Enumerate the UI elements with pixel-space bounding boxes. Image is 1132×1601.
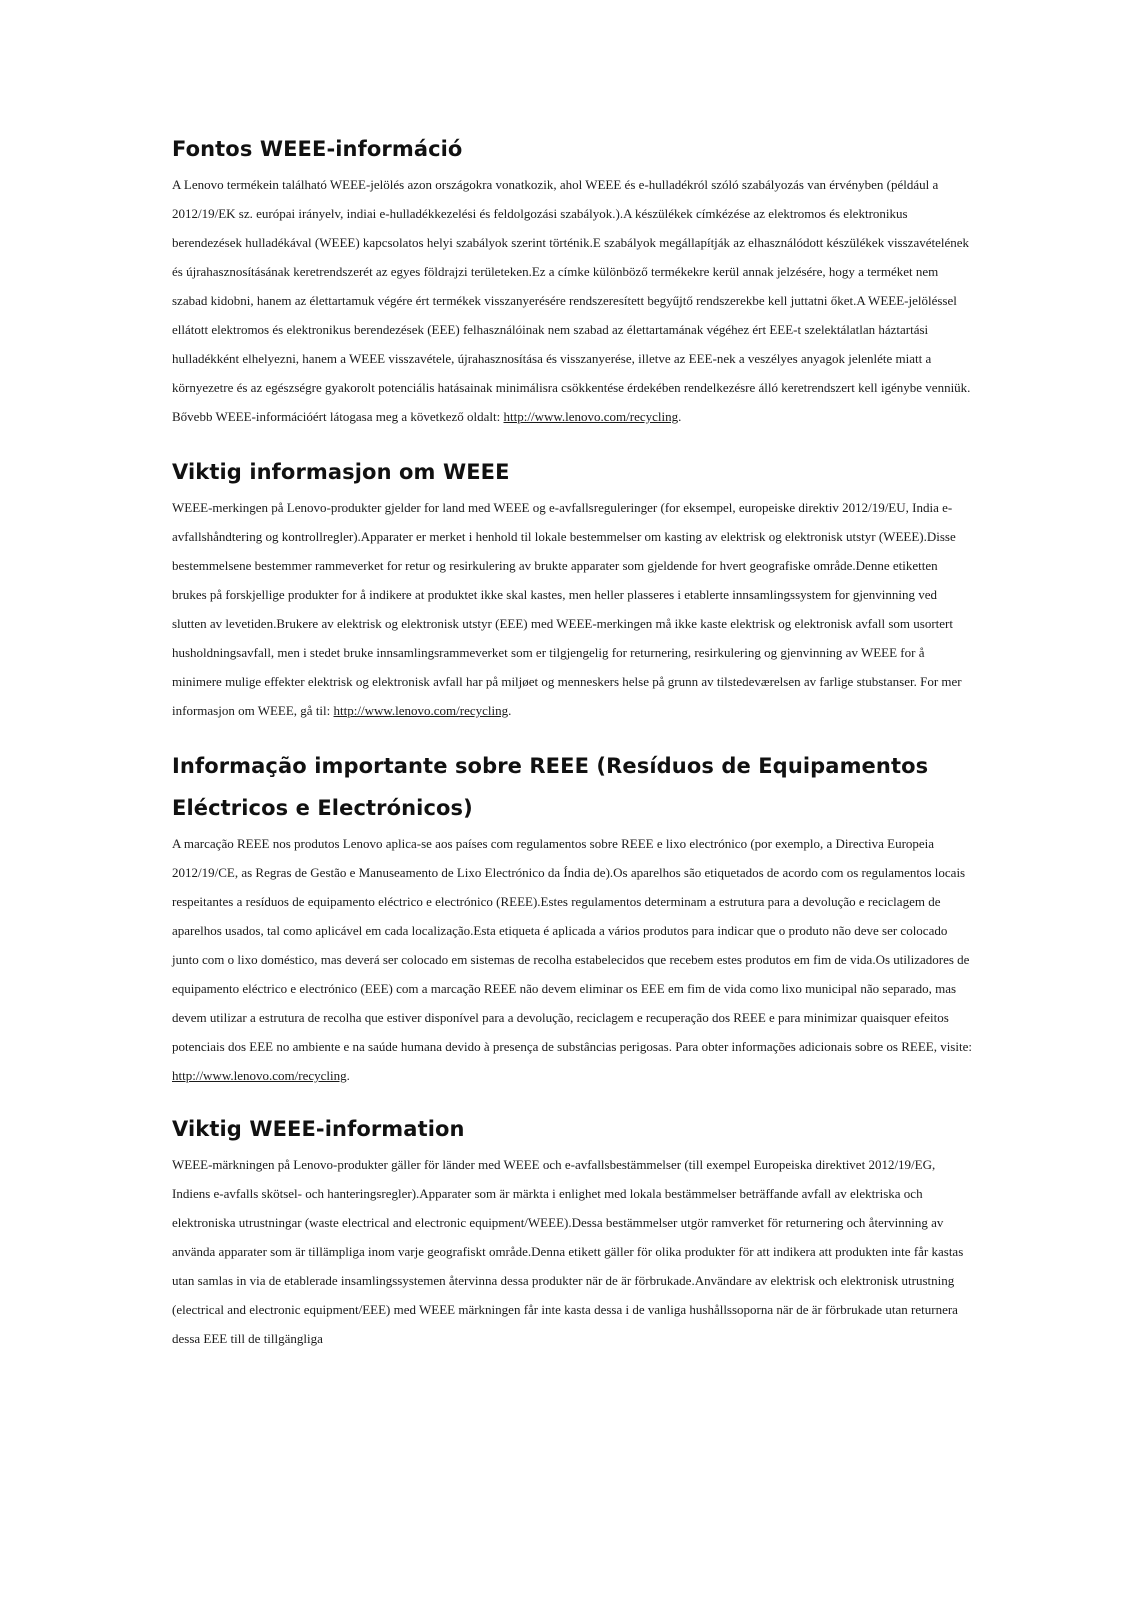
section-spacer xyxy=(172,1090,972,1108)
section-heading-swedish: Viktig WEEE-information xyxy=(172,1117,465,1141)
recycling-link[interactable]: http://www.lenovo.com/recycling xyxy=(503,409,679,424)
body-text: WEEE-märkningen på Lenovo-produkter gäller för länder med WEEE och e-avfallsbestämmelser (till exempel Europeiska direktivet 2012/19/EG, Indiens e-avfalls skötsel- och hanteringsregler).Apparater som är märkta i enlighet med lokala bestämmelser beträffande avfall av elektriska och elektroniska utrustningar (waste electrical and electronic equipment/WEEE).Dessa bestämmelser utgör ramverket för returnering och återvinning av använda apparater som är tillämpliga inom varje geografiskt område.Denna etikett gäller för olika produkter för att indikera att produkten inte får kastas utan samlas in via de etablerade insamlingssystemen återvinna dessa produkter när de är förbrukade.Användare av elektrisk och elektronisk utrustning (electrical and electronic equipment/EEE) med WEEE märkningen får inte kasta dessa i de vanliga hushållssoporna när de är förbrukade utan returnera dessa EEE till de tillgängliga xyxy=(172,1157,964,1346)
section-swedish xyxy=(172,1108,972,1353)
section-heading-portuguese: Informação importante sobre REEE (Resíduos de Equipamentos Eléctricos e Electrónicos) xyxy=(172,754,929,820)
body-text-end: . xyxy=(508,703,512,718)
section-heading-hungarian: Fontos WEEE-információ xyxy=(172,137,463,161)
section-spacer xyxy=(172,431,972,451)
section-body-hungarian xyxy=(172,170,972,431)
body-text-end: . xyxy=(678,409,682,424)
recycling-link[interactable]: http://www.lenovo.com/recycling xyxy=(172,1068,347,1083)
section-heading-norwegian: Viktig informasjon om WEEE xyxy=(172,460,510,484)
section-hungarian xyxy=(172,128,972,431)
section-portuguese xyxy=(172,745,972,1090)
section-norwegian xyxy=(172,451,972,725)
body-text: WEEE-merkingen på Lenovo-produkter gjelder for land med WEEE og e-avfallsreguleringer (for eksempel, europeiske direktiv 2012/19/EU, India e-avfallshåndtering og kontrollregler).Apparater er merket i henhold til lokale bestemmelser om kasting av elektrisk og elektronisk utstyr (WEEE).Disse bestemmelsene bestemmer rammeverket for retur og resirkulering av brukte apparater som gjeldende for hvert geografiske område.Denne etiketten brukes på forskjellige produkter for å indikere at produktet ikke skal kastes, men heller plasseres i etablerte innsamlingssystem for gjenvinning ved slutten av levetiden.Brukere av elektrisk og elektronisk utstyr (EEE) med WEEE-merkingen må ikke kaste elektrisk og elektronisk avfall som usortert husholdningsavfall, men i stedet bruke innsamlingsrammeverket som er tilgjengelig for returnering, resirkulering og gjenvinning av WEEE for å minimere mulige effekter elektrisk og elektronisk avfall har på miljøet og menneskers helse på grunn av tilstedeværelsen av farlige stubstanser. For mer informasjon om WEEE, gå til: xyxy=(172,500,962,718)
document-page xyxy=(172,128,972,1353)
recycling-link[interactable]: http://www.lenovo.com/recycling xyxy=(333,703,509,718)
body-text: A marcação REEE nos produtos Lenovo aplica-se aos países com regulamentos sobre REEE e lixo electrónico (por exemplo, a Directiva Europeia 2012/19/CE, as Regras de Gestão e Manuseamento de Lixo Electrónico da Índia de).Os aparelhos são etiquetados de acordo com os regulamentos locais respeitantes a resíduos de equipamento eléctrico e electrónico (REEE).Estes regulamentos determinam a estrutura para a devolução e reciclagem de aparelhos usados, tal como aplicável em cada localização.Esta etiqueta é aplicada a vários produtos para indicar que o produto não deve ser colocado junto com o lixo doméstico, mas deverá ser colocado em sistemas de recolha estabelecidos que recebem estes produtos em fim de vida.Os utilizadores de equipamento eléctrico e electrónico (EEE) com a marcação REEE não devem eliminar os EEE em fim de vida como lixo municipal não separado, mas devem utilizar a estrutura de recolha que estiver disponível para a devolução, reciclagem e recuperação dos REEE e para minimizar quaisquer efeitos potenciais dos EEE no ambiente e na saúde humana devido à presença de substâncias perigosas. Para obter informações adicionais sobre os REEE, visite: xyxy=(172,836,972,1054)
section-body-portuguese xyxy=(172,829,972,1090)
body-text: A Lenovo termékein található WEEE-jelölés azon országokra vonatkozik, ahol WEEE és e-hulladékról szóló szabályozás van érvényben (például a 2012/19/EK sz. európai irányelv, indiai e-hulladékkezelési és feldolgozási szabályok.).A készülékek címkézése az elektromos és elektronikus berendezések hulladékával (WEEE) kapcsolatos helyi szabályok szerint történik.E szabályok megállapítják az elhasználódott készülékek visszavételének és újrahasznosításának keretrendszerét az egyes földrajzi területeken.Ez a címke különböző termékekre kerül annak jelzésére, hogy a terméket nem szabad kidobni, hanem az élettartamuk végére ért termékek visszanyerésére rendszeresített begyűjtő rendszerekbe kell juttatni őket.A WEEE-jelöléssel ellátott elektromos és elektronikus berendezések (EEE) felhasználóinak nem szabad az élettartamának végéhez ért EEE-t szelektálatlan háztartási hulladékként elhelyezni, hanem a WEEE visszavétele, újrahasznosítása és visszanyerése, illetve az EEE-nek a veszélyes anyagok jelenléte miatt a környezetre és az egészségre gyakorolt potenciális hatásainak minimálisra csökkentése érdekében rendelkezésre álló keretrendszert kell igénybe venniük. Bővebb WEEE-információért látogasa meg a következő oldalt: xyxy=(172,177,971,424)
section-body-norwegian xyxy=(172,493,972,725)
section-body-swedish xyxy=(172,1150,972,1353)
section-spacer xyxy=(172,725,972,745)
body-text-end: . xyxy=(346,1068,350,1083)
